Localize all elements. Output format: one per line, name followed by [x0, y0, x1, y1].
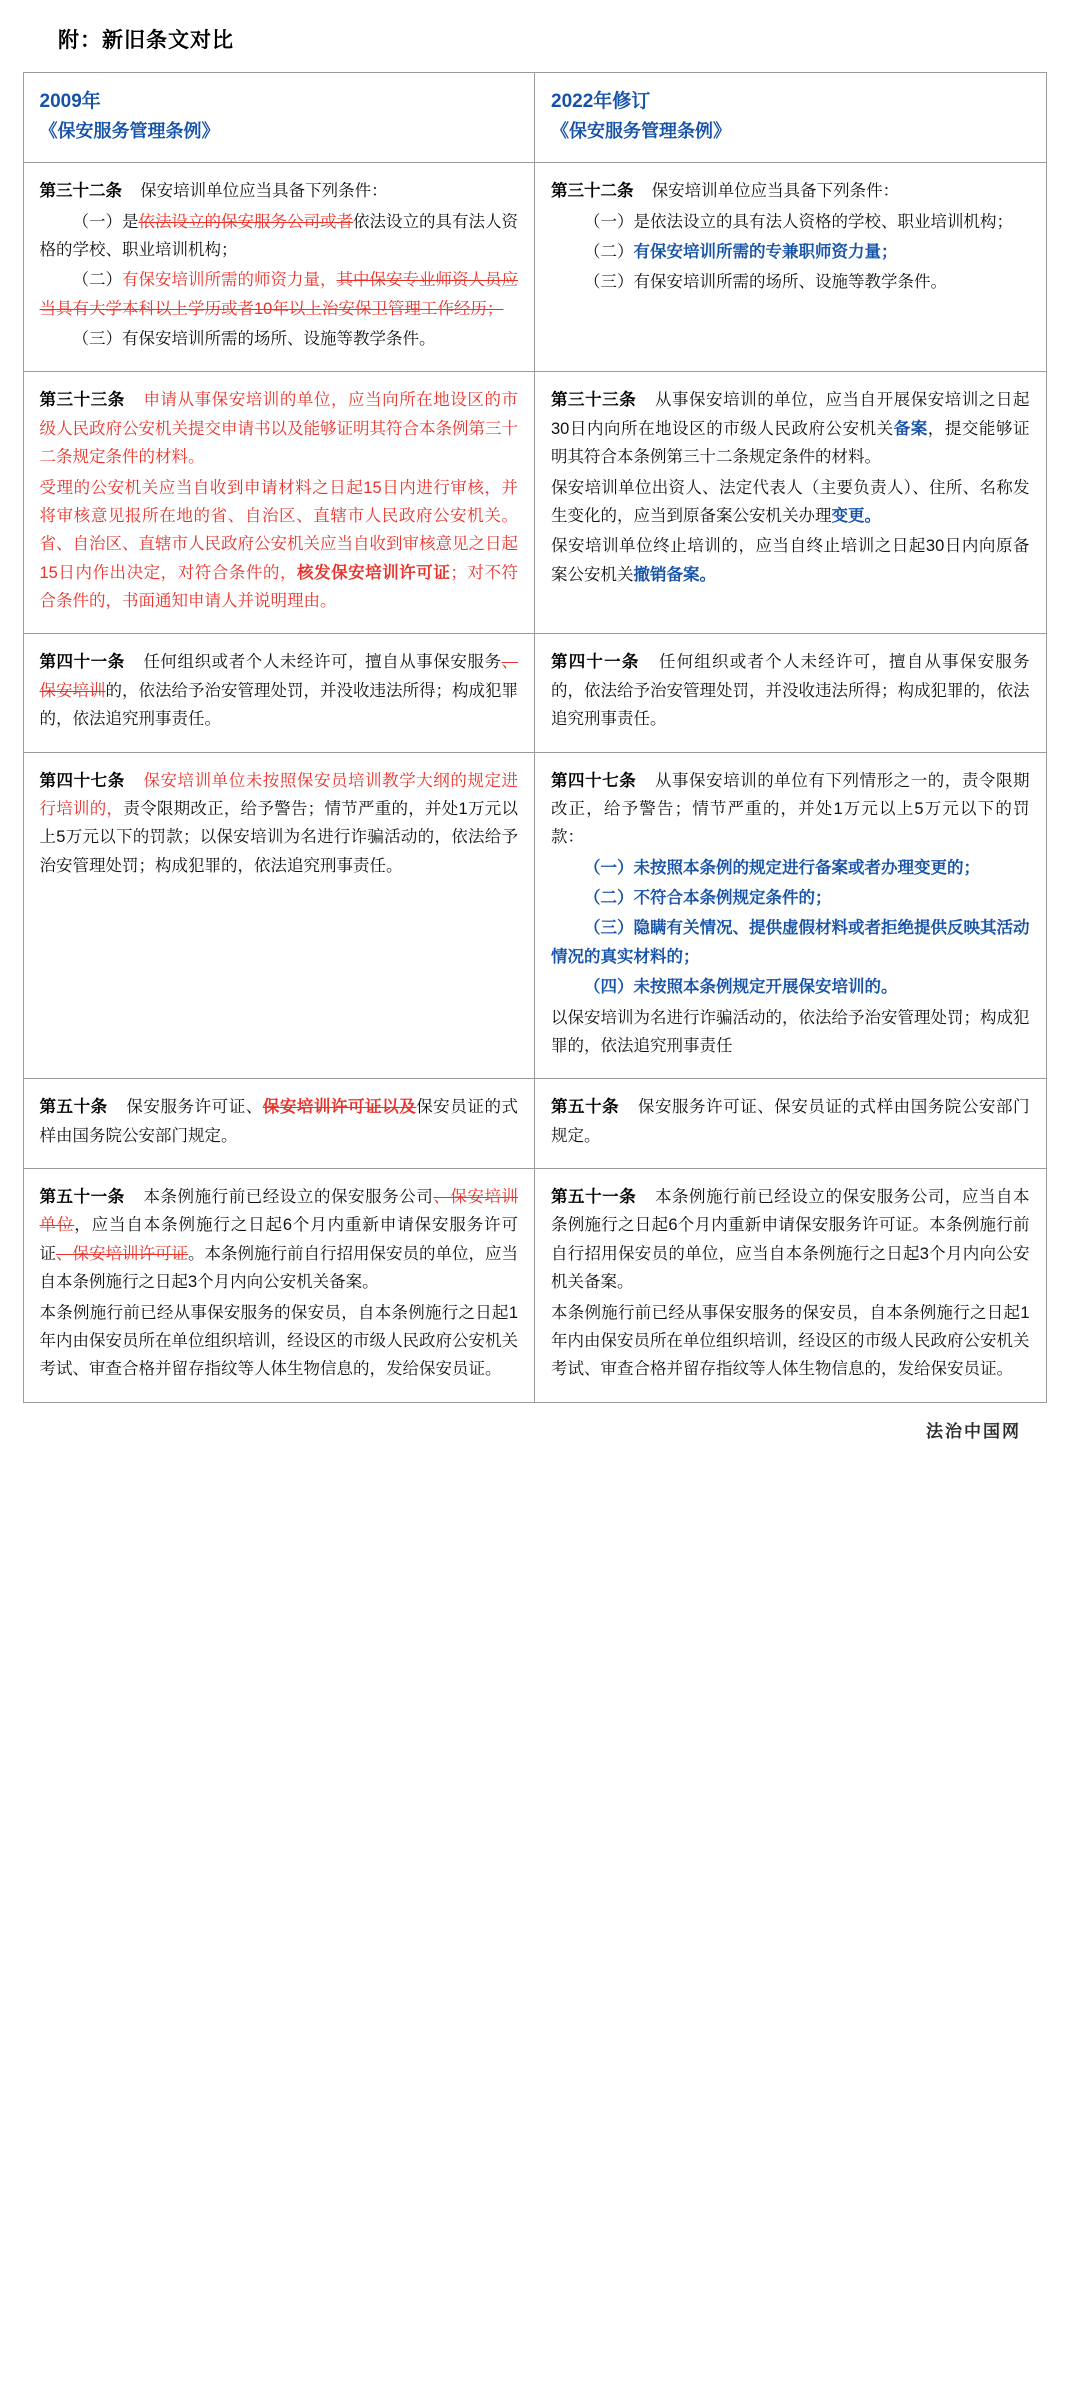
table-row	[23, 163, 1046, 372]
article-number: 第四十一条	[551, 653, 640, 672]
article-item: （二）不符合本条例规定条件的；	[584, 889, 832, 908]
page-title: 附：新旧条文对比	[58, 29, 234, 52]
article-number: 第五十条	[551, 1098, 620, 1117]
article-number: 第四十七条	[551, 771, 637, 790]
article-paragraph: 第五十一条 本条例施行前已经设立的保安服务公司、保安培训单位，应当自本条例施行之日起6个月内重新申请保安服务许可证、保安培训许可证。本条例施行前自行招用保安员的单位，应当自本条例施行之日起3个月内向公安机关备案。	[39, 1188, 519, 1292]
cell-new-article-51	[535, 1169, 1047, 1403]
article-number: 第三十二条	[551, 182, 634, 201]
article-paragraph: 本条例施行前已经从事保安服务的保安员，自本条例施行之日起1年内由保安员所在单位组织培训，经设区的市级人民政府公安机关考试、审查合格并留存指纹等人体生物信息的，发给保安员证。	[551, 1303, 1030, 1379]
article-paragraph	[551, 1183, 1030, 1297]
table-row	[23, 1079, 1046, 1169]
article-number: 第四十七条	[39, 771, 125, 790]
deleted-text: 、保安培训许可证	[56, 1244, 188, 1263]
table-row	[23, 372, 1046, 634]
header-cell-new	[535, 73, 1047, 163]
article-paragraph: 保安培训单位出资人、法定代表人（主要负责人）、住所、名称发生变化的，应当到原备案公安机关办理变更。	[551, 478, 1030, 525]
article-lead-text: 从事保安培训的单位有下列情形之一的，责令限期改正，给予警告；情节严重的，并处1万元以上5万元以下的罚款：	[551, 771, 1030, 847]
article-lead	[551, 177, 1030, 205]
article-number: 第五十条	[39, 1098, 108, 1117]
article-lead-text: 保安培训单位应当具备下列条件：	[140, 182, 388, 201]
article-text: 保安服务许可证、保安员证的式样由国务院公安部门规定。	[551, 1098, 1030, 1145]
article-lead	[40, 177, 519, 205]
cell-old-article-47	[23, 752, 535, 1079]
article-text: 任何组织或者个人未经许可，擅自从事保安服务的，依法给予治安管理处罚，并没收违法所得；构成犯罪的，依法追究刑事责任。	[551, 653, 1030, 729]
site-watermark: 法治中国网	[926, 1421, 1021, 1441]
cell-old-article-32	[23, 163, 535, 372]
article-number: 第三十二条	[39, 182, 122, 201]
added-text: 备案	[893, 419, 928, 438]
article-paragraph	[551, 648, 1030, 733]
article-paragraph: 受理的公安机关应当自收到申请材料之日起15日内进行审核，并将审核意见报所在地的省、自治区、直辖市人民政府公安机关。省、自治区、直辖市人民政府公安机关应当自收到审核意见之日起15日内作出决定，对符合条件的，核发保安培训许可证；对不符合条件的，书面通知申请人并说明理由。	[39, 478, 519, 611]
header-cell-old	[23, 73, 535, 163]
cell-new-article-41	[535, 634, 1047, 752]
article-item: （三）隐瞒有关情况、提供虚假材料或者拒绝提供反映其活动情况的真实材料的；	[551, 919, 1030, 966]
table-header-row	[23, 73, 1046, 163]
cell-old-article-51	[23, 1169, 535, 1403]
table-row	[23, 634, 1046, 752]
comparison-table	[23, 72, 1047, 1403]
table-row	[23, 1169, 1046, 1403]
article-number: 第三十三条	[551, 391, 637, 410]
old-regulation-label: 《保安服务管理条例》	[39, 121, 220, 142]
cell-old-article-50	[23, 1079, 535, 1169]
article-paragraph	[551, 1093, 1030, 1150]
article-text: 本条例施行前已经设立的保安服务公司，应当自本条例施行之日起6个月内重新申请保安服务许可证。本条例施行前自行招用保安员的单位，应当自本条例施行之日起3个月内向公安机关备案。	[551, 1188, 1030, 1292]
article-item: （四）未按照本条例规定开展保安培训的。	[584, 978, 898, 997]
deleted-text: 、保安培训单位	[39, 1188, 519, 1235]
article-number: 第五十一条	[551, 1188, 637, 1207]
article-paragraph	[40, 386, 519, 471]
article-paragraph: 第四十一条 任何组织或者个人未经许可，擅自从事保安服务、保安培训的，依法给予治安管理处罚，并没收违法所得；构成犯罪的，依法追究刑事责任。	[39, 653, 519, 729]
article-item: （一）未按照本条例的规定进行备案或者办理变更的；	[584, 858, 980, 877]
article-paragraph: 保安培训单位终止培训的，应当自终止培训之日起30日内向原备案公安机关撤销备案。	[551, 537, 1030, 584]
cell-new-article-32	[535, 163, 1047, 372]
deleted-text: 依法设立的保安服务公司或者	[138, 212, 353, 231]
changed-text: 保安培训单位未按照保安员培训教学大纲的规定进行培训的，	[39, 771, 519, 818]
new-regulation-label: 《保安服务管理条例》	[551, 121, 731, 142]
deleted-text: 其中保安专业师资人员应当具有大学本科以上学历或者10年以上治安保卫管理工作经历；	[39, 271, 518, 318]
table-row	[23, 752, 1046, 1079]
cell-old-article-41	[23, 634, 535, 752]
article-item: （一）是依法设立的具有法人资格的学校、职业培训机构；	[584, 212, 1013, 231]
cell-new-article-47	[535, 752, 1047, 1079]
article-number: 第三十三条	[39, 391, 125, 410]
old-year-label: 2009年	[39, 91, 101, 112]
article-item: （二）有保安培训所需的专兼职师资力量；	[584, 242, 898, 261]
article-item: （二）有保安培训所需的师资力量，其中保安专业师资人员应当具有大学本科以上学历或者10年以上治安保卫管理工作经历；	[39, 271, 518, 318]
article-paragraph: 第四十七条 保安培训单位未按照保安员培训教学大纲的规定进行培训的，责令限期改正，给予警告；情节严重的，并处1万元以上5万元以下的罚款；以保安培训为名进行诈骗活动的，依法给予治安管理处罚；构成犯罪的，依法追究刑事责任。	[39, 771, 519, 875]
changed-text: 有保安培训所需的师资力量，	[122, 271, 337, 290]
emphasis-text: 核发保安培训许可证	[297, 563, 451, 582]
article-item: （三）有保安培训所需的场所、设施等教学条件。	[72, 330, 436, 349]
added-text: 变更。	[831, 506, 881, 525]
added-text: 有保安培训所需的专兼职师资力量；	[633, 242, 898, 261]
article-item: （一）是依法设立的保安服务公司或者依法设立的具有法人资格的学校、职业培训机构；	[39, 212, 518, 259]
article-paragraph: 第五十条 保安服务许可证、保安培训许可证以及保安员证的式样由国务院公安部门规定。	[39, 1098, 519, 1145]
cell-new-article-50	[535, 1079, 1047, 1169]
article-paragraph: 第三十三条 从事保安培训的单位，应当自开展保安培训之日起30日内向所在地设区的市级人民政府公安机关备案，提交能够证明其符合本条例第三十二条规定条件的材料。	[551, 391, 1030, 467]
article-paragraph: 本条例施行前已经从事保安服务的保安员，自本条例施行之日起1年内由保安员所在单位组织培训，经设区的市级人民政府公安机关考试、审查合格并留存指纹等人体生物信息的，发给保安员证。	[39, 1303, 518, 1379]
deleted-text: 保安培训许可证以及	[262, 1098, 417, 1117]
added-text: 撤销备案。	[633, 565, 716, 584]
new-year-label: 2022年修订	[551, 91, 651, 112]
article-number: 第四十一条	[39, 653, 125, 672]
changed-text: 申请从事保安培训的单位，应当向所在地设区的市级人民政府公安机关提交申请书以及能够证明其符合本条例第三十二条规定条件的材料。	[39, 391, 519, 467]
article-lead	[551, 767, 1030, 852]
article-tail: 以保安培训为名进行诈骗活动的，依法给予治安管理处罚；构成犯罪的，依法追究刑事责任	[551, 1008, 1030, 1055]
article-item: （三）有保安培训所需的场所、设施等教学条件。	[584, 273, 947, 292]
deleted-text: 、保安培训	[39, 653, 519, 700]
cell-new-article-33	[535, 372, 1047, 634]
article-number: 第五十一条	[39, 1188, 125, 1207]
article-lead-text: 保安培训单位应当具备下列条件：	[651, 182, 900, 201]
cell-old-article-33	[23, 372, 535, 634]
